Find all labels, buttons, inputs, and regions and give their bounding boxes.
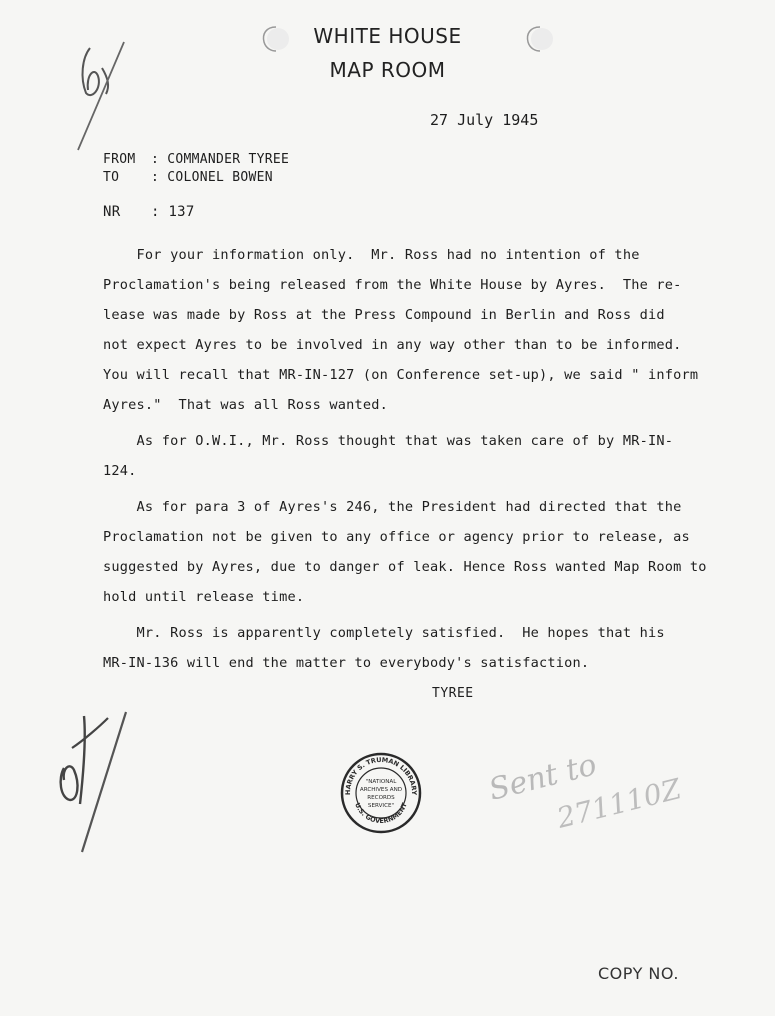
pencil-notation <box>484 740 694 840</box>
body-line: For your information only. Mr. Ross had no intention of the <box>103 247 640 263</box>
stamp-outer-bottom: U.S. GOVERNMENT <box>353 801 409 826</box>
memo-body <box>103 240 707 684</box>
body-line: Proclamation not be given to any office or agency prior to release, as <box>103 529 690 545</box>
to-value: : COLONEL BOWEN <box>151 170 273 185</box>
nr-line <box>103 204 195 220</box>
body-line: As for para 3 of Ayres's 246, the President had directed that the <box>103 499 682 515</box>
paragraph-3 <box>103 492 707 612</box>
from-value: : COMMANDER TYREE <box>151 152 290 167</box>
body-line: MR-IN-136 will end the matter to everybody's satisfaction. <box>103 655 590 671</box>
archives-stamp <box>340 752 422 834</box>
body-line: suggested by Ayres, due to danger of leak. Hence Ross wanted Map Room to <box>103 559 707 575</box>
stamp-inner-line: ARCHIVES AND <box>359 787 403 793</box>
to-line <box>103 170 273 185</box>
stamp-inner-line: "NATIONAL <box>365 779 397 785</box>
pencil-note-dtg: 271110Z <box>553 772 685 835</box>
nr-label: NR <box>103 204 121 220</box>
handwritten-initials-top <box>72 38 132 158</box>
stamp-inner-line: RECORDS <box>367 795 395 801</box>
stamp-outer-top: HARRY S. TRUMAN LIBRARY <box>343 755 419 796</box>
nr-value: : 137 <box>151 204 195 220</box>
memo-date: 27 July 1945 <box>430 111 539 129</box>
paragraph-2 <box>103 426 674 486</box>
pencil-note-sent: Sent to <box>485 747 601 808</box>
org-title: WHITE HOUSE <box>313 24 462 48</box>
paragraph-4 <box>103 618 663 678</box>
signature: TYREE <box>432 686 474 701</box>
body-line: As for O.W.I., Mr. Ross thought that was taken care of by MR-IN- <box>103 433 674 449</box>
body-line: 124. <box>103 463 137 479</box>
org-subtitle: MAP ROOM <box>329 58 446 82</box>
paragraph-1 <box>103 240 699 420</box>
body-line: not expect Ayres to be involved in any way other than to be informed. <box>103 337 682 353</box>
stamp-inner-line: SERVICE" <box>367 803 395 809</box>
copy-number-label: COPY NO. <box>598 964 679 983</box>
body-line: Proclamation's being released from the White House by Ayres. The re- <box>103 277 682 293</box>
handwritten-initials-bottom <box>44 708 134 858</box>
from-label: FROM <box>103 152 136 167</box>
body-line: Mr. Ross is apparently completely satisfied. He hopes that his <box>103 625 665 641</box>
body-line: lease was made by Ross at the Press Compound in Berlin and Ross did <box>103 307 665 323</box>
body-line: hold until release time. <box>103 589 305 605</box>
body-line: Ayres." That was all Ross wanted. <box>103 397 389 413</box>
body-line: You will recall that MR-IN-127 (on Conference set-up), we said " inform <box>103 367 699 383</box>
to-label: TO <box>103 170 120 185</box>
